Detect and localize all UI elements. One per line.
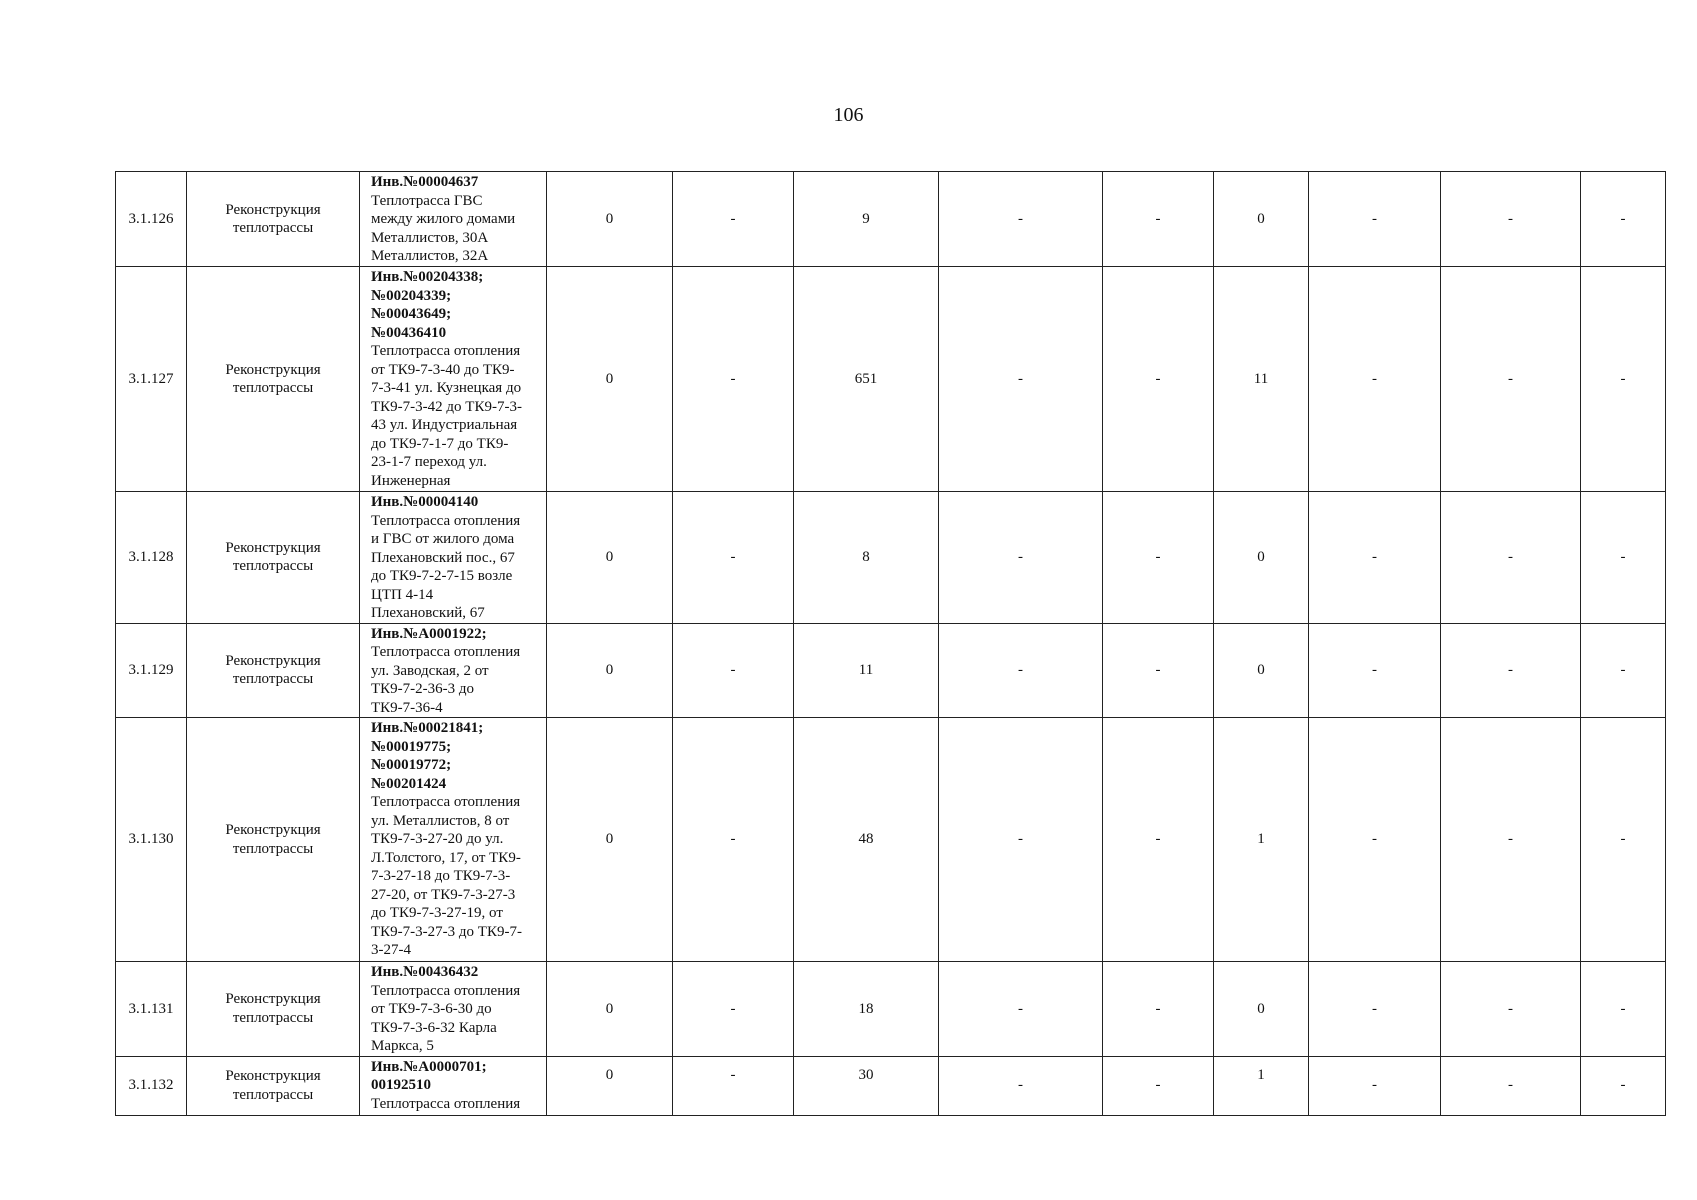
value-cell: - <box>1441 1056 1581 1115</box>
value-cell: - <box>1441 172 1581 267</box>
value-cell: - <box>1309 718 1441 962</box>
value-cell: - <box>1103 962 1214 1057</box>
object-description <box>360 1056 547 1115</box>
value-cell: - <box>1441 962 1581 1057</box>
object-description <box>360 492 547 624</box>
table-row <box>116 623 1666 718</box>
value-cell: - <box>939 1056 1103 1115</box>
object-description <box>360 718 547 962</box>
work-type: Реконструкция теплотрассы <box>187 492 360 624</box>
table-row <box>116 718 1666 962</box>
value-cell: 11 <box>794 623 939 718</box>
work-type: Реконструкция теплотрассы <box>187 962 360 1057</box>
row-number: 3.1.130 <box>116 718 187 962</box>
row-number: 3.1.128 <box>116 492 187 624</box>
value-cell: - <box>1581 172 1666 267</box>
value-cell: 0 <box>547 718 673 962</box>
value-cell: 0 <box>1214 962 1309 1057</box>
value-cell: - <box>673 962 794 1057</box>
investment-table <box>115 171 1666 1116</box>
work-type: Реконструкция теплотрассы <box>187 623 360 718</box>
value-cell: - <box>1441 267 1581 492</box>
table-row <box>116 492 1666 624</box>
value-cell: - <box>1441 718 1581 962</box>
value-cell: - <box>1581 267 1666 492</box>
inventory-number: Инв.№00004140 <box>371 494 479 510</box>
object-name: Теплотрасса отопления от ТК9-7-3-40 до ТК9- 7-3-41 ул. Кузнецкая до ТК9-7-3-42 до ТК9-7-3- 43 ул. Индустриальная до ТК9-7-1-7 до ТК9- 23-1-7 переход ул. Инженерная <box>371 343 522 489</box>
value-cell: - <box>673 1056 794 1115</box>
value-cell: - <box>1581 623 1666 718</box>
value-cell: - <box>1103 718 1214 962</box>
inventory-number: Инв.№А0000701; 00192510 <box>371 1058 487 1093</box>
value-cell: - <box>939 962 1103 1057</box>
value-cell: - <box>1103 623 1214 718</box>
object-name: Теплотрасса отопления и ГВС от жилого дома Плехановский пос., 67 до ТК9-7-2-7-15 возле ЦТП 4-14 Плехановский, 67 <box>371 512 521 621</box>
value-cell: 0 <box>547 172 673 267</box>
value-cell: - <box>1309 962 1441 1057</box>
value-cell: - <box>1441 492 1581 624</box>
value-cell: - <box>939 492 1103 624</box>
value-cell: - <box>1103 267 1214 492</box>
value-cell: 1 <box>1214 1056 1309 1115</box>
value-cell: - <box>1309 1056 1441 1115</box>
value-cell: - <box>939 172 1103 267</box>
value-cell: - <box>1309 623 1441 718</box>
value-cell: - <box>1103 1056 1214 1115</box>
work-type: Реконструкция теплотрассы <box>187 718 360 962</box>
value-cell: 30 <box>794 1056 939 1115</box>
table-row <box>116 172 1666 267</box>
value-cell: - <box>1103 492 1214 624</box>
inventory-number: Инв.№00436432 <box>371 964 479 980</box>
row-number: 3.1.127 <box>116 267 187 492</box>
object-description <box>360 267 547 492</box>
value-cell: 0 <box>547 267 673 492</box>
object-name: Теплотрасса отопления ул. Металлистов, 8 от ТК9-7-3-27-20 до ул. Л.Толстого, 17, от ТК9- 7-3-27-18 до ТК9-7-3- 27-20, от ТК9-7-3-27-3 до ТК9-7-3-27-19, от ТК9-7-3-27-3 до ТК9-7- 3-27-4 <box>371 794 522 958</box>
value-cell: 0 <box>547 492 673 624</box>
table-row <box>116 1056 1666 1115</box>
value-cell: 8 <box>794 492 939 624</box>
work-type: Реконструкция теплотрассы <box>187 267 360 492</box>
value-cell: - <box>1581 492 1666 624</box>
value-cell: - <box>673 172 794 267</box>
row-number: 3.1.129 <box>116 623 187 718</box>
value-cell: - <box>939 623 1103 718</box>
value-cell: - <box>1103 172 1214 267</box>
value-cell: - <box>1441 623 1581 718</box>
object-name: Теплотрасса ГВС между жилого домами Металлистов, 30А Металлистов, 32А <box>371 192 516 264</box>
work-type: Реконструкция теплотрассы <box>187 1056 360 1115</box>
value-cell: 11 <box>1214 267 1309 492</box>
value-cell: - <box>673 718 794 962</box>
object-name: Теплотрасса отопления от ТК9-7-3-6-30 до ТК9-7-3-6-32 Карла Маркса, 5 <box>371 982 521 1054</box>
value-cell: 0 <box>547 1056 673 1115</box>
table-row <box>116 267 1666 492</box>
object-description <box>360 172 547 267</box>
inventory-number: Инв.№00004637 <box>371 174 479 190</box>
value-cell: 48 <box>794 718 939 962</box>
inventory-number: Инв.№00021841; №00019775; №00019772; №00201424 <box>371 720 484 792</box>
value-cell: - <box>673 623 794 718</box>
value-cell: - <box>1581 718 1666 962</box>
value-cell: 1 <box>1214 718 1309 962</box>
value-cell: - <box>1309 492 1441 624</box>
page-number: 106 <box>833 104 864 126</box>
value-cell: 0 <box>1214 172 1309 267</box>
value-cell: 0 <box>1214 492 1309 624</box>
value-cell: - <box>673 492 794 624</box>
value-cell: - <box>1581 962 1666 1057</box>
value-cell: 9 <box>794 172 939 267</box>
value-cell: 651 <box>794 267 939 492</box>
object-description <box>360 962 547 1057</box>
value-cell: - <box>939 718 1103 962</box>
object-name: Теплотрасса отопления <box>371 1095 521 1112</box>
value-cell: - <box>1581 1056 1666 1115</box>
table-row <box>116 962 1666 1057</box>
value-cell: - <box>1309 172 1441 267</box>
row-number: 3.1.131 <box>116 962 187 1057</box>
value-cell: - <box>939 267 1103 492</box>
value-cell: 18 <box>794 962 939 1057</box>
row-number: 3.1.132 <box>116 1056 187 1115</box>
object-description <box>360 623 547 718</box>
inventory-number: Инв.№00204338; №00204339; №00043649; №00436410 <box>371 269 484 341</box>
row-number: 3.1.126 <box>116 172 187 267</box>
value-cell: - <box>1309 267 1441 492</box>
value-cell: 0 <box>1214 623 1309 718</box>
value-cell: - <box>673 267 794 492</box>
work-type: Реконструкция теплотрассы <box>187 172 360 267</box>
inventory-number: Инв.№А0001922; <box>371 625 487 642</box>
object-name: Теплотрасса отопления ул. Заводская, 2 от ТК9-7-2-36-3 до ТК9-7-36-4 <box>371 644 521 716</box>
value-cell: 0 <box>547 623 673 718</box>
value-cell: 0 <box>547 962 673 1057</box>
